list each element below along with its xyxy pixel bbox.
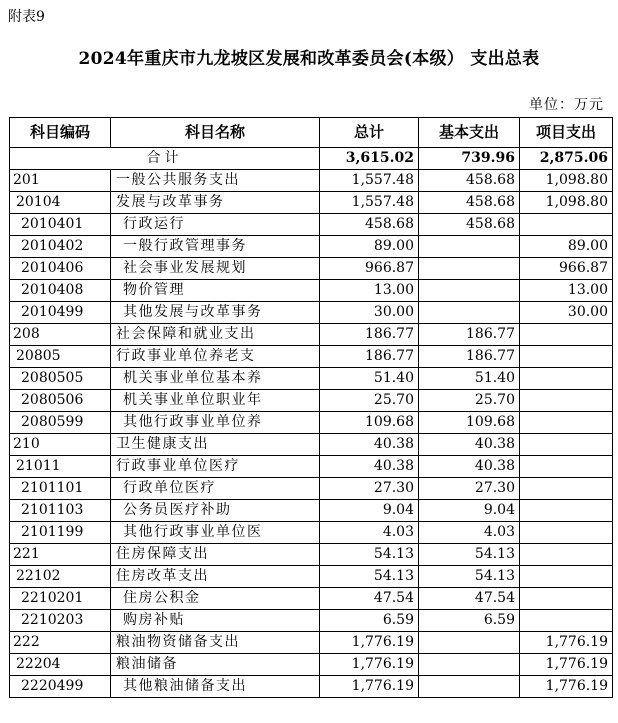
row-project: 13.00 bbox=[520, 280, 613, 302]
row-total: 13.00 bbox=[320, 280, 419, 302]
row-basic bbox=[419, 236, 520, 258]
row-name: 社会事业发展规划 bbox=[111, 258, 320, 280]
row-project: 1,776.19 bbox=[520, 676, 613, 698]
row-total: 25.70 bbox=[320, 390, 419, 412]
table-row bbox=[10, 390, 613, 412]
row-name: 行政单位医疗 bbox=[111, 478, 320, 500]
row-total: 9.04 bbox=[320, 500, 419, 522]
row-project: 966.87 bbox=[520, 258, 613, 280]
row-code: 2010406 bbox=[10, 258, 111, 280]
table-row bbox=[10, 236, 613, 258]
row-code: 221 bbox=[10, 544, 111, 566]
row-total: 27.30 bbox=[320, 478, 419, 500]
row-basic: 109.68 bbox=[419, 412, 520, 434]
row-code: 20104 bbox=[10, 192, 111, 214]
row-basic: 54.13 bbox=[419, 566, 520, 588]
row-total: 40.38 bbox=[320, 434, 419, 456]
row-name: 其他行政事业单位医 bbox=[111, 522, 320, 544]
row-code: 2010408 bbox=[10, 280, 111, 302]
table-row bbox=[10, 346, 613, 368]
unit-label: 单位：万元 bbox=[529, 97, 604, 113]
table-row bbox=[10, 676, 613, 698]
row-name: 住房改革支出 bbox=[111, 566, 320, 588]
row-code: 2210201 bbox=[10, 588, 111, 610]
total-row bbox=[10, 148, 613, 170]
total-total: 3,615.02 bbox=[320, 148, 419, 170]
row-name: 行政事业单位养老支 bbox=[111, 346, 320, 368]
row-name: 住房保障支出 bbox=[111, 544, 320, 566]
row-total: 1,776.19 bbox=[320, 654, 419, 676]
row-code: 222 bbox=[10, 632, 111, 654]
row-total: 966.87 bbox=[320, 258, 419, 280]
table-row bbox=[10, 544, 613, 566]
row-project bbox=[520, 478, 613, 500]
row-project bbox=[520, 588, 613, 610]
table-row bbox=[10, 258, 613, 280]
row-total: 109.68 bbox=[320, 412, 419, 434]
row-code: 2080506 bbox=[10, 390, 111, 412]
row-basic: 9.04 bbox=[419, 500, 520, 522]
row-project bbox=[520, 456, 613, 478]
row-basic bbox=[419, 302, 520, 324]
row-basic: 186.77 bbox=[419, 324, 520, 346]
column-header-project: 项目支出 bbox=[520, 118, 613, 148]
row-basic: 51.40 bbox=[419, 368, 520, 390]
row-code: 210 bbox=[10, 434, 111, 456]
row-project bbox=[520, 566, 613, 588]
row-code: 21011 bbox=[10, 456, 111, 478]
row-name: 一般行政管理事务 bbox=[111, 236, 320, 258]
table-row bbox=[10, 412, 613, 434]
row-code: 2080599 bbox=[10, 412, 111, 434]
expenditure-table bbox=[9, 117, 613, 698]
row-basic bbox=[419, 280, 520, 302]
row-total: 458.68 bbox=[320, 214, 419, 236]
table-row bbox=[10, 500, 613, 522]
row-total: 1,776.19 bbox=[320, 632, 419, 654]
row-basic: 47.54 bbox=[419, 588, 520, 610]
row-basic: 27.30 bbox=[419, 478, 520, 500]
row-code: 2010499 bbox=[10, 302, 111, 324]
row-basic bbox=[419, 258, 520, 280]
row-code: 22102 bbox=[10, 566, 111, 588]
row-name: 行政运行 bbox=[111, 214, 320, 236]
row-basic: 6.59 bbox=[419, 610, 520, 632]
total-label: 合计 bbox=[10, 148, 320, 170]
row-code: 2010401 bbox=[10, 214, 111, 236]
row-code: 2010402 bbox=[10, 236, 111, 258]
total-basic: 739.96 bbox=[419, 148, 520, 170]
table-header-row bbox=[10, 118, 613, 148]
row-code: 2101101 bbox=[10, 478, 111, 500]
row-project bbox=[520, 368, 613, 390]
row-project bbox=[520, 214, 613, 236]
row-basic bbox=[419, 676, 520, 698]
table-row bbox=[10, 302, 613, 324]
row-basic: 54.13 bbox=[419, 544, 520, 566]
row-project bbox=[520, 324, 613, 346]
row-basic: 458.68 bbox=[419, 214, 520, 236]
table-row bbox=[10, 654, 613, 676]
table-row bbox=[10, 214, 613, 236]
table-row bbox=[10, 368, 613, 390]
total-project: 2,875.06 bbox=[520, 148, 613, 170]
table-row bbox=[10, 522, 613, 544]
row-name: 住房公积金 bbox=[111, 588, 320, 610]
row-total: 186.77 bbox=[320, 346, 419, 368]
row-total: 186.77 bbox=[320, 324, 419, 346]
row-name: 其他粮油储备支出 bbox=[111, 676, 320, 698]
row-basic: 40.38 bbox=[419, 456, 520, 478]
row-project bbox=[520, 434, 613, 456]
table-row bbox=[10, 588, 613, 610]
row-project bbox=[520, 610, 613, 632]
table-row bbox=[10, 170, 613, 192]
row-total: 30.00 bbox=[320, 302, 419, 324]
row-total: 6.59 bbox=[320, 610, 419, 632]
row-name: 社会保障和就业支出 bbox=[111, 324, 320, 346]
row-code: 2101103 bbox=[10, 500, 111, 522]
row-name: 公务员医疗补助 bbox=[111, 500, 320, 522]
row-total: 40.38 bbox=[320, 456, 419, 478]
row-total: 47.54 bbox=[320, 588, 419, 610]
row-name: 粮油储备 bbox=[111, 654, 320, 676]
column-header-name: 科目名称 bbox=[111, 118, 320, 148]
row-project bbox=[520, 390, 613, 412]
row-project bbox=[520, 500, 613, 522]
row-total: 1,557.48 bbox=[320, 170, 419, 192]
row-basic: 458.68 bbox=[419, 192, 520, 214]
row-project bbox=[520, 544, 613, 566]
row-project bbox=[520, 412, 613, 434]
row-name: 卫生健康支出 bbox=[111, 434, 320, 456]
row-code: 2220499 bbox=[10, 676, 111, 698]
row-basic: 40.38 bbox=[419, 434, 520, 456]
table-row bbox=[10, 324, 613, 346]
row-project: 1,776.19 bbox=[520, 632, 613, 654]
table-row bbox=[10, 566, 613, 588]
row-name: 一般公共服务支出 bbox=[111, 170, 320, 192]
row-name: 行政事业单位医疗 bbox=[111, 456, 320, 478]
row-project: 30.00 bbox=[520, 302, 613, 324]
row-name: 机关事业单位基本养 bbox=[111, 368, 320, 390]
row-total: 1,557.48 bbox=[320, 192, 419, 214]
row-total: 1,776.19 bbox=[320, 676, 419, 698]
row-total: 4.03 bbox=[320, 522, 419, 544]
table-row bbox=[10, 456, 613, 478]
row-basic: 4.03 bbox=[419, 522, 520, 544]
table-row bbox=[10, 280, 613, 302]
row-code: 208 bbox=[10, 324, 111, 346]
row-project: 1,098.80 bbox=[520, 192, 613, 214]
table-row bbox=[10, 478, 613, 500]
row-total: 51.40 bbox=[320, 368, 419, 390]
table-row bbox=[10, 192, 613, 214]
row-code: 2080505 bbox=[10, 368, 111, 390]
column-header-code: 科目编码 bbox=[10, 118, 111, 148]
row-name: 其他发展与改革事务 bbox=[111, 302, 320, 324]
row-code: 22204 bbox=[10, 654, 111, 676]
row-name: 粮油物资储备支出 bbox=[111, 632, 320, 654]
row-basic: 458.68 bbox=[419, 170, 520, 192]
row-basic bbox=[419, 632, 520, 654]
row-name: 物价管理 bbox=[111, 280, 320, 302]
row-basic bbox=[419, 654, 520, 676]
column-header-total: 总计 bbox=[320, 118, 419, 148]
row-project: 1,098.80 bbox=[520, 170, 613, 192]
table-row bbox=[10, 434, 613, 456]
row-name: 购房补贴 bbox=[111, 610, 320, 632]
row-code: 2101199 bbox=[10, 522, 111, 544]
row-basic: 186.77 bbox=[419, 346, 520, 368]
row-project: 89.00 bbox=[520, 236, 613, 258]
row-code: 20805 bbox=[10, 346, 111, 368]
row-project bbox=[520, 522, 613, 544]
row-project bbox=[520, 346, 613, 368]
row-total: 89.00 bbox=[320, 236, 419, 258]
row-basic: 25.70 bbox=[419, 390, 520, 412]
row-code: 2210203 bbox=[10, 610, 111, 632]
row-name: 机关事业单位职业年 bbox=[111, 390, 320, 412]
row-total: 54.13 bbox=[320, 566, 419, 588]
row-project: 1,776.19 bbox=[520, 654, 613, 676]
attachment-label: 附表9 bbox=[8, 9, 45, 25]
row-name: 发展与改革事务 bbox=[111, 192, 320, 214]
table-row bbox=[10, 632, 613, 654]
row-total: 54.13 bbox=[320, 544, 419, 566]
table-row bbox=[10, 610, 613, 632]
row-code: 201 bbox=[10, 170, 111, 192]
page-title: 2024年重庆市九龙坡区发展和改革委员会(本级） 支出总表 bbox=[78, 49, 540, 69]
row-name: 其他行政事业单位养 bbox=[111, 412, 320, 434]
column-header-basic: 基本支出 bbox=[419, 118, 520, 148]
